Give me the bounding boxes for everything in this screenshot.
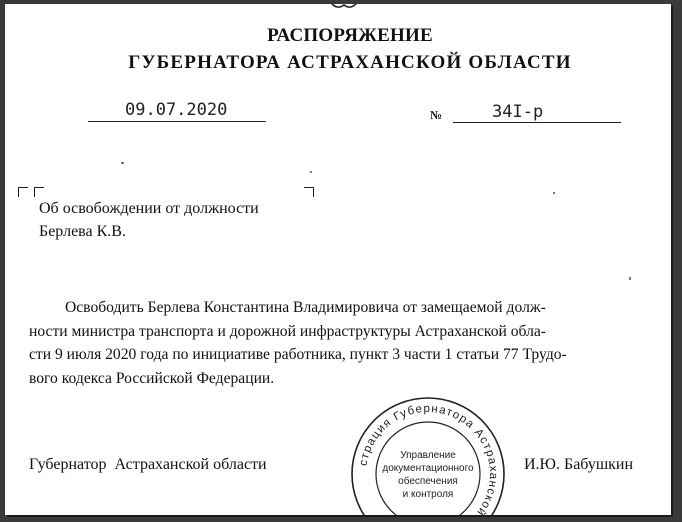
scan-speck	[121, 162, 124, 164]
signatory-position: Губернатор Астраханской области	[29, 456, 267, 473]
stamp-line: Управление	[400, 450, 456, 461]
order-body	[29, 296, 655, 390]
subject-line-2: Берлева К.В.	[39, 223, 126, 240]
scan-speck	[310, 171, 312, 173]
emblem-fragment-icon	[327, 4, 361, 12]
scan-speck	[629, 277, 631, 280]
document-type-title: РАСПОРЯЖЕНИЕ	[267, 25, 433, 46]
body-line: Освободить Берлева Константина Владимировича от замещаемой долж-	[65, 299, 546, 316]
body-line: ности министра транспорта и дорожной инфраструктуры Астраханской обла-	[29, 322, 546, 340]
stamp-line: обеспечения	[398, 476, 458, 487]
stamp-line: документационного	[382, 463, 474, 474]
corner-mark-left-outer	[18, 187, 28, 197]
stamp-line: и контроля	[402, 489, 454, 500]
number-underline	[453, 122, 621, 123]
number-sign: №	[430, 108, 443, 122]
order-number: 34I-р	[492, 102, 544, 122]
order-date: 09.07.2020	[125, 100, 228, 120]
office-stamp	[348, 394, 508, 519]
date-underline	[88, 121, 266, 122]
stamp-ring-text: страция Губернатора Астраханской	[357, 402, 500, 519]
body-line: вого кодекса Российской Федерации.	[29, 369, 275, 387]
subject-line-1: Об освобождении от должности	[39, 200, 259, 217]
document-sheet	[5, 4, 671, 519]
corner-mark-left-inner	[34, 187, 44, 197]
body-line: сти 9 июля 2020 года по инициативе работника, пункт 3 части 1 статьи 77 Трудо-	[29, 346, 567, 363]
corner-mark-right	[304, 187, 314, 197]
scan-speck	[553, 192, 555, 194]
signatory-name: И.Ю. Бабушкин	[524, 456, 634, 473]
order-subject	[39, 197, 259, 243]
issuer-title: ГУБЕРНАТОРА АСТРАХАНСКОЙ ОБЛАСТИ	[128, 52, 572, 73]
